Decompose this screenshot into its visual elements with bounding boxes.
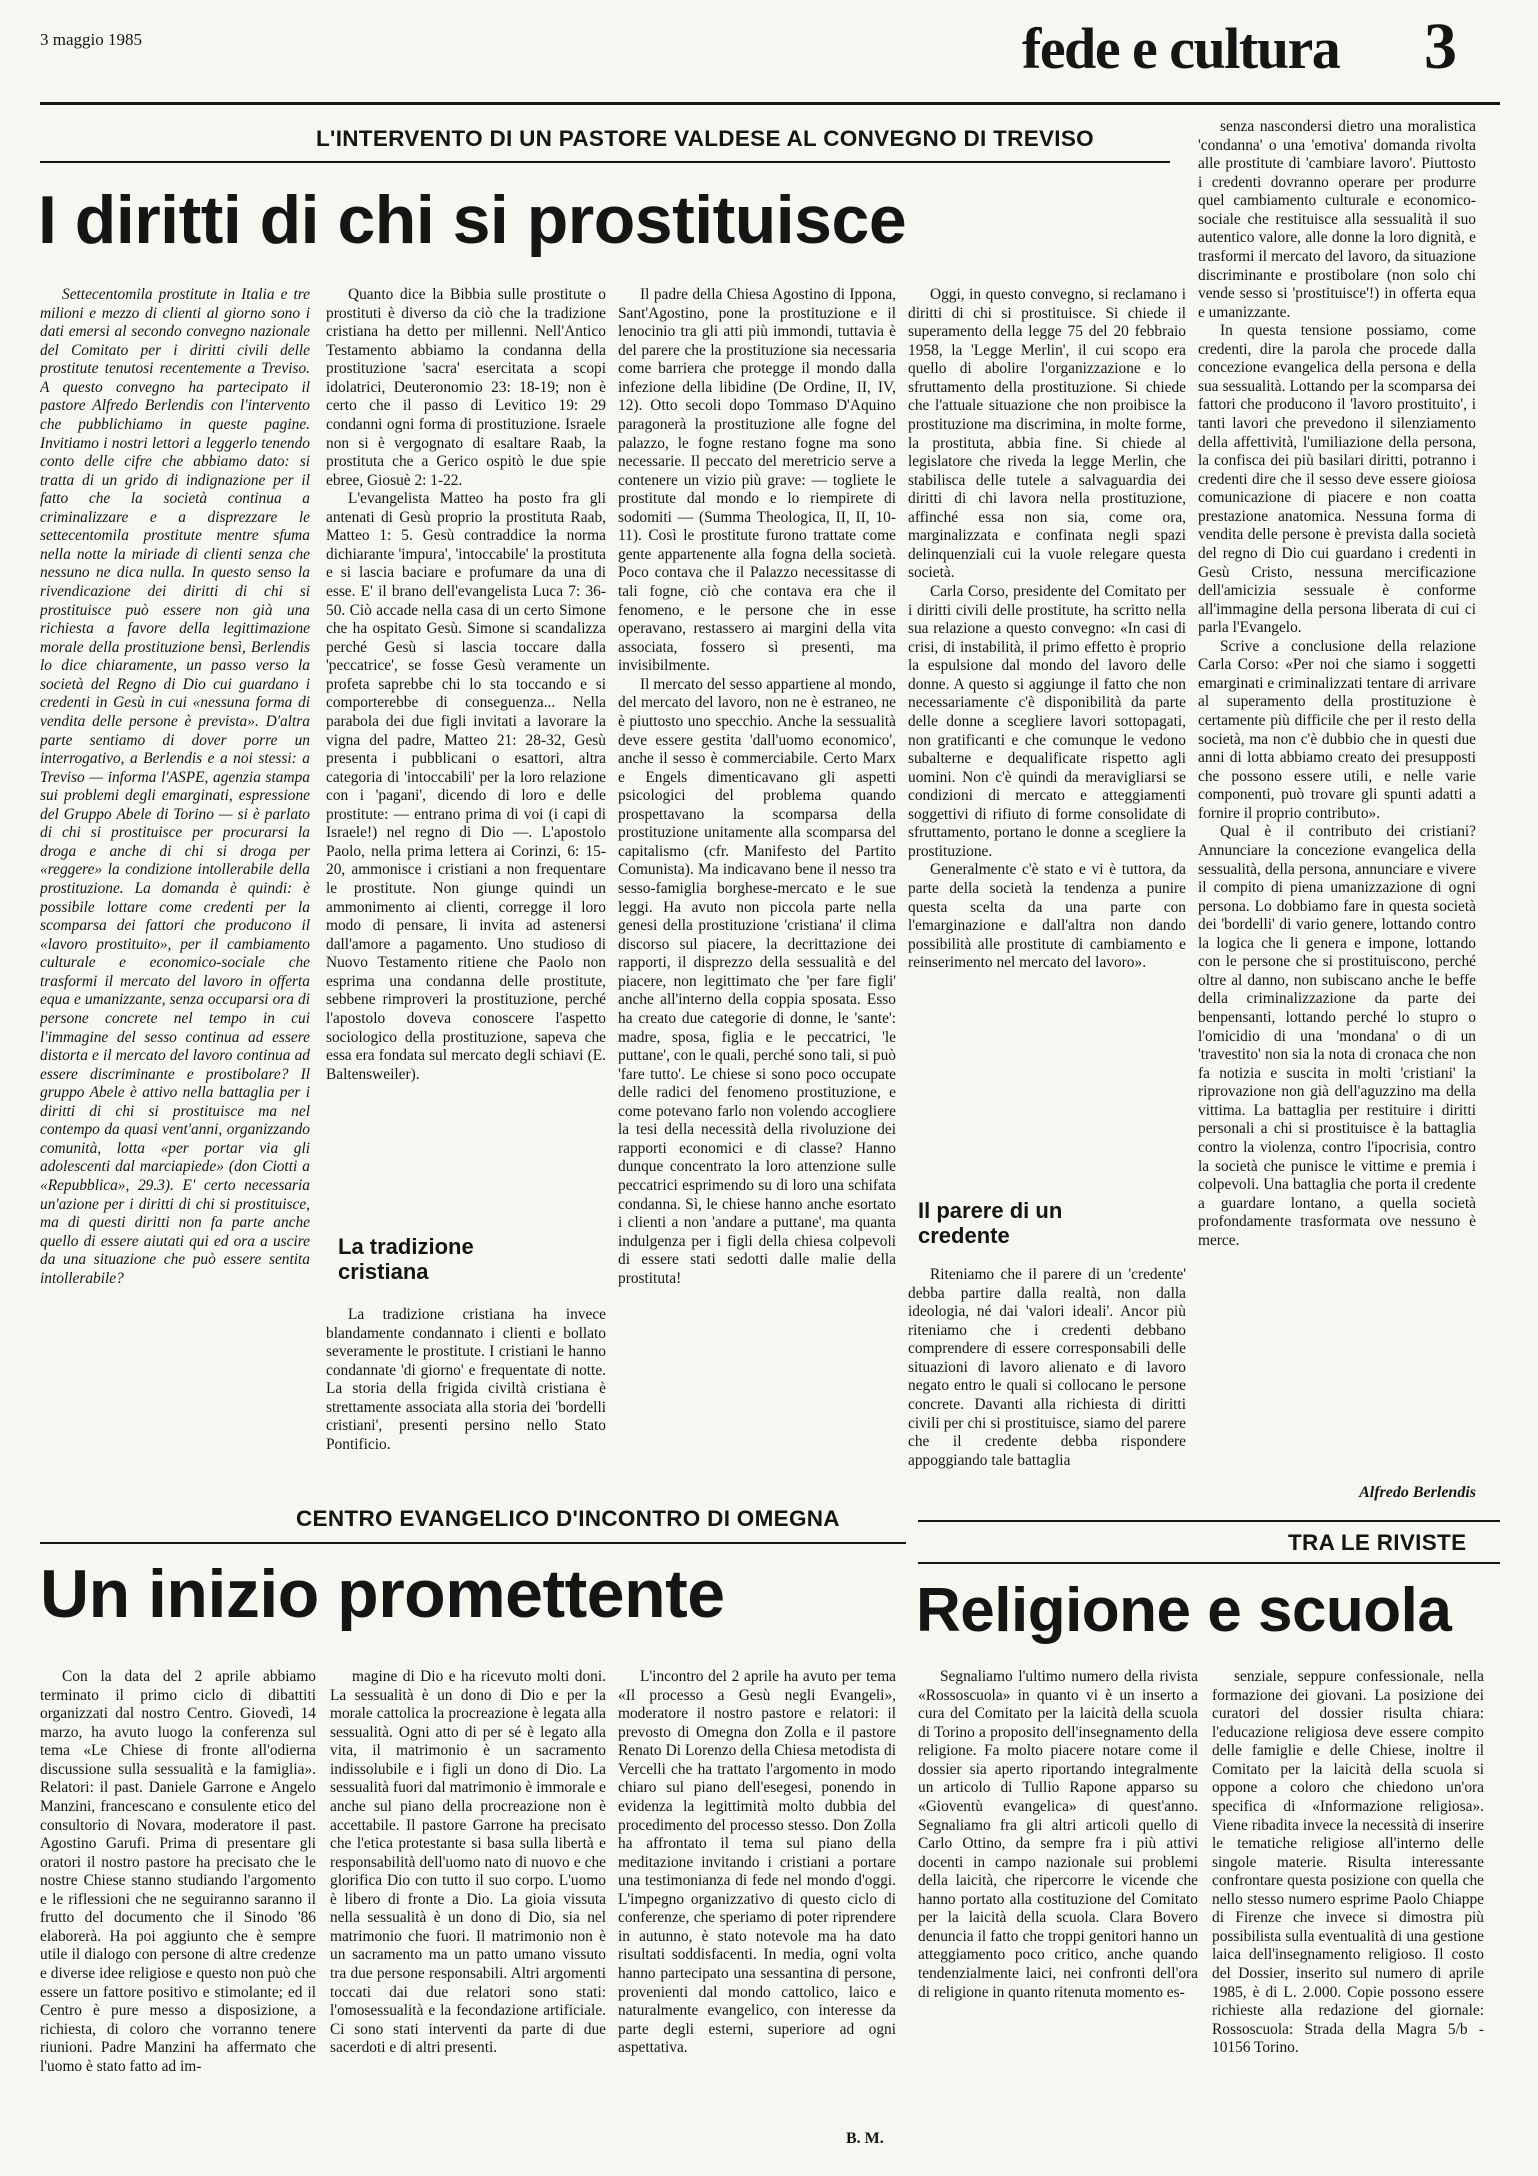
article1-kicker-rule (40, 161, 1170, 163)
article1-signature: Alfredo Berlendis (1359, 1484, 1476, 1501)
page-number: 3 (1424, 10, 1457, 83)
article1-column-2 (326, 286, 606, 1214)
body-paragraph: Il padre della Chiesa Agostino di Ippona, Sant'Agostino, pone la prostituzione e il lenocinio tra gli atti più immondi, tuttavia è del parere che la prostituzione sia necessaria come barriera che protegge il mondo dalla infezione della libidine (De Ordine, II, IV, 12). Otto secoli dopo Tommaso D'Aquino paragonerà la prostituzione alle fogne del palazzo, le fogne restano fogne ma sono necessarie. Il peccato del meretricio serve a contenere un vizio più grave: — togliete le prostitute dal mondo e lo riempirete di sodomiti — (Summa Theologica, II, II, 10-11). Così le prostitute furono trattate come gente appartenente alla fogna della società. Poco contava che il Palazzo necessitasse di tali fogne, ciò che contava era che il fenomeno, e le persone che in esse operavano, restassero ai margini della vita associata, fossero sì presenti, ma invisibilmente. (618, 286, 896, 675)
section-title: fede e cultura (1022, 16, 1340, 81)
article1-kicker: L'INTERVENTO DI UN PASTORE VALDESE AL CONVEGNO DI TREVISO (316, 126, 1094, 151)
body-paragraph: In questa tensione possiamo, come credenti, dire la parola che procede dalla concezione evangelica della persona e della sua sessualità. Lottando per la scomparsa dei fattori che producono il 'lavoro prostituito', i tanti lavori che prevedono il silenziamento della affettività, l'umiliazione della persona, la confisca dei più basilari diritti, potranno i credenti dire che il sesso deve essere gioiosa comunicazione di piacere e non coatta prestazione anatomica. Nessuna forma di vendita delle persone è prevista dalla società del regno di Dio cui guardano i credenti in Gesù Cristo, nessuna mercificazione dell'amicizia sessuale è conforme all'immagine della persona liberata di cui ci parla l'Evangelo. (1198, 322, 1476, 637)
body-paragraph: Riteniamo che il parere di un 'credente' debba partire dalla realtà, non dalla ideologia, né dai 'valori ideali'. Ancor più riteniamo che i credenti debbano comprendere di essere corresponsabili delle situazioni di lavoro alienato e di lavoro negato entro le quali si collocano le persone concrete. Davanti alla richiesta di diritti civili per chi si prostituisce, siamo del parere che il credente debba rispondere appoggiando tale battaglia (908, 1266, 1186, 1469)
body-paragraph: La tradizione cristiana ha invece blandamente condannato i clienti e bollato severamente le prostitute. I cristiani le hanno condannate 'di giorno' e frequentate di notte. La storia della frigida civiltà cristiana è strettamente associata alla storia dei 'bordelli cristiani', presenti persino nello Stato Pontificio. (326, 1306, 606, 1453)
body-paragraph: magine di Dio e ha ricevuto molti doni. La sessualità è un dono di Dio e per la morale cattolica la procreazione è legata alla sessualità. Ogni atto di per sé è legato alla vita, il matrimonio è un sacramento indissolubile e i figli un dono di Dio. La sessualità fuori dal matrimonio è immorale e anche sul piano della procreazione non è accettabile. Il pastore Garrone ha precisato che l'etica protestante si basa sulla libertà e responsabilità dell'uomo nato di nuovo e che glorifica Dio con tutto il suo corpo. L'uomo è libero di fronte a Dio. La gioia vissuta nella sessualità è un dono di Dio, sia nel matrimonio che fuori. Il matrimonio non è un sacramento ma un patto umano vissuto tra due persone responsabili. Altri argomenti toccati dai due relatori sono stati: l'omosessualità e la fecondazione artificiale. Ci sono stati interventi da parte di due sacerdoti e di altri presenti. (330, 1668, 606, 2057)
body-paragraph: Il mercato del sesso appartiene al mondo, del mercato del lavoro, non ne è estraneo, ne è piuttosto uno specchio. Anche la sessualità deve essere gestita 'dall'uomo economico', anche il sesso è commerciabile. Certo Marx e Engels dimenticavano gli aspetti psicologici del problema quando prospettavano la scomparsa della prostituzione unitamente alla scomparsa del capitalismo (cfr. Manifesto del Partito Comunista). Ma indicavano bene il nesso tra sesso-famiglia borghese-mercato e le sue leggi. Ha avuto non piccola parte nella genesi della prostituzione 'cristiana' il clima discorso sul piacere, la decrittazione dei rapporti, il disprezzo della sessualità e del piacere, non legittimato che 'per fare figli' anche all'interno della coppia sposata. Esso ha creato due categorie di donne, le 'sante': madre, sposa, figlia e le peccatrici, 'le puttane', con le quali, perché sono tali, si può 'fare tutto'. Le chiese si sono poco occupate delle radici del fenomeno prostituzione, e come potevano farlo non volendo accogliere la tesi della necessità della rivoluzione dei rapporti economici e di classe? Hanno dunque concentrato la loro attenzione sulle peccatrici esprimendo su di loro una schifata condanna. Sì, le chiese hanno anche esortato i clienti a non 'andare a puttane', ma quanta indulgenza per i figli della chiesa colpevoli di essere stati sedotti dalle malie della prostituta! (618, 675, 896, 1287)
article1-column-4 (908, 286, 1186, 1186)
article1-intro (40, 286, 310, 1666)
article3-column-2 (1212, 1668, 1484, 2154)
body-paragraph: Quanto dice la Bibbia sulle prostitute o prostituti è diverso da ciò che la tradizione cristiana ha detto per millenni. Nell'Antico Testamento abbiamo la condanna della prostituzione 'sacra' esercitata a scopi idolatrici, Deuteronomio 23: 18-19; non è certo che il passo di Levitico 19: 29 condanni ogni forma di prostituzione. Israele non si è vergognato di esaltare Raab, la prostituta che a Gerico ospitò le due spie ebree, Giosuè 2: 1-22. (326, 286, 606, 489)
body-paragraph: L'evangelista Matteo ha posto fra gli antenati di Gesù proprio la prostituta Raab, Matteo 1: 5. Gesù contraddice la norma dichiarante 'impura', 'intoccabile' la prostituta e si lascia baciare e profumare da una di esse. E' il brano dell'evangelista Luca 7: 36-50. Ciò accade nella casa di un certo Simone che ha ospitato Gesù. Simone si scandalizza perché Gesù si lascia toccare dalla 'peccatrice', se fosse Gesù veramente un profeta saprebbe chi lo sta toccando e si comporterebbe di conseguenza... Nella parabola dei due figli invitati a lavorare la vigna del padre, Matteo 21: 28-32, Gesù presenta i pubblicani o esattori, altra categoria di 'intoccabili' per la loro relazione con i 'pagani', dicendo di loro e delle prostitute: — entrano prima di voi (i capi di Israele!) nel regno di Dio —. L'apostolo Paolo, nella prima lettera ai Corinzi, 6: 15-20, ammonisce i cristiani a non frequentare le prostitute. Non giunge quindi un ammonimento ai clienti, corregge il loro modo di pensare, li invita ad astenersi dall'amore a pagamento. Uno studioso di Nuovo Testamento ritiene che Paolo non esprima una condanna delle prostitute, sebbene rimproveri la prostituzione, perché l'apostolo doveva conoscere l'aspetto sociologico della prostituzione, sapeva che essa era fondata sul mercato degli schiavi (E. Baltensweiler). (326, 490, 606, 1083)
article3-kicker-rule (918, 1562, 1500, 1564)
body-paragraph: Scrive a conclusione della relazione Carla Corso: «Per noi che siamo i soggetti emarginati e criminalizzati tentare di arrivare al superamento della prostituzione è certamente più difficile che per il resto della società, ma non c'è dubbio che in questi due anni di lotta abbiamo creato dei presupposti che possono essere utili, e nelle varie componenti, può trovare gli spunti adatti a fornire il proprio contributo». (1198, 637, 1476, 822)
body-paragraph: Segnaliamo l'ultimo numero della rivista «Rossoscuola» in quanto vi è un inserto a cura del Comitato per la laicità della scuola di Torino a proposito dell'insegnamento della religione. Fa molto piacere notare come il dossier sia aperto riportando integralmente un articolo di Tullio Rapone apparso su «Gioventù evangelica» di quest'anno. Segnaliamo fra gli altri articoli quello di Carlo Ottino, da sempre fra i più attivi docenti in campo nazionale sui problemi della laicità, che ripercorre le vicende che hanno portato alla costituzione del Comitato per la laicità della scuola. Clara Bovero denuncia il fatto che troppi genitori hanno un atteggiamento poco critico, anche quando tendenzialmente laici, nei confronti dell'ora di religione in quanto ritenuta momento es- (918, 1668, 1198, 2001)
article1-column-5 (1198, 118, 1476, 1480)
intro-paragraph: Settecentomila prostitute in Italia e tre milioni e mezzo di clienti al giorno sono i dati emersi al secondo convegno nazionale del Comitato per i diritti civili delle prostitute tenutosi recentemente a Treviso. A questo convegno ha partecipato il pastore Alfredo Berlendis con l'intervento che pubblichiamo in queste pagine. Invitiamo i nostri lettori a leggerlo tenendo conto delle cifre che abbiamo dato: si tratta di un grido di indignazione per il fatto che la società continua a criminalizzare e a disprezzare le settecentomila prostitute mentre sfuma nella notte la miriade di clienti senza che nessuno ne dica nulla. In questo senso la rivendicazione dei diritti di chi si prostituisce può essere non già una richiesta a favore della legittimazione morale della prostituzione bensì, Berlendis lo dice chiaramente, un passo verso la società del Regno di Dio cui guardano i credenti in Gesù in cui «nessuna forma di vendita delle persone è prevista». D'altra parte sentiamo di dover porre un interrogativo, a Berlendis e a noi stessi: a Treviso — informa l'ASPE, agenzia stampa sui problemi degli emarginati, espressione del Gruppo Abele di Torino — si è parlato di chi si prostituisce per procurarsi la droga e anche di chi si droga per «reggere» la condizione intollerabile della prostituzione. La domanda è quindi: è possibile lottare come credenti per la scomparsa dei fattori che producono il «lavoro prostituito», per il cambiamento culturale e economico-sociale che trasformi il mercato del lavoro in offerta equa e umanizzante, senza occuparsi ora di persone concrete nel tempo in cui l'immagine del sesso continua ad essere distorta e il mercato del lavoro continua ad essere discriminante e prostibolare? Il gruppo Abele è attivo nella battaglia per i diritti di chi si prostituisce ma nel contempo da quasi vent'anni, organizzando comunità, lotta «per portar via gli adolescenti dal marciapiede» (don Ciotti a «Repubblica», 29.3). E' certo necessaria un'azione per i diritti di chi si prostituisce, ma di questi diritti non fa parte anche quello di essere aiutati qui ed ora a uscire da una situazione che può essere sentita intollerabile? (40, 286, 310, 1287)
article3-column-1 (918, 1668, 1198, 2154)
article2-column-1 (40, 1668, 316, 2154)
body-paragraph: L'incontro del 2 aprile ha avuto per tema «Il processo a Gesù negli Evangeli», moderatore il nostro pastore e relatori: il prevosto di Omegna don Zolla e il pastore Renato Di Lorenzo della Chiesa metodista di Vercelli che ha trattato l'argomento in modo chiaro sul piano dell'esegesi, ponendo in evidenza la legittimità molto dubbia del procedimento del processo stesso. Don Zolla ha affrontato il tema sul piano della meditazione invitando i cristiani a portare una testimonianza di fede nel mondo d'oggi. L'impegno organizzativo di questo ciclo di conferenze, che speriamo di poter riprendere in autunno, è stato notevole ma ha dato risultati soddisfacenti. In media, ogni volta hanno partecipato una sessantina di persone, provenienti dal mondo cattolico, laico e naturalmente evangelico, con interesse da parte degli esterni, superiore ad ogni aspettativa. (618, 1668, 896, 2057)
article1-column-3 (618, 286, 896, 1666)
body-paragraph: Qual è il contributo dei cristiani? Annunciare la concezione evangelica della sessualità, della persona, annunciare e vivere il compito di piena umanizzazione di ogni persona. Lo dobbiamo fare in questa società dei 'bordelli' di vario genere, lottando contro la logica che li genera e impone, lottando con le persone che si prostituiscono, perché oltre al danno, non subiscano anche le beffe della criminalizzazione da parte dei benpensanti, lottando perché lo stupro o l'omicidio di una 'mondana' o di un 'travestito' non sia la nota di cronaca che non fa notizia e suscita in molti 'cristiani' la riprovazione non già dell'aguzzino ma della vittima. La battaglia per restituire i diritti personali a chi si prostituisce è la battaglia contro la violenza, contro l'ipocrisia, contro la società che punisce le vittime e premia i colpevoli. Una battaglia che porta il credente a guardare lontano, a quella società profondamente trasformata ove nessuno è merce. (1198, 823, 1476, 1249)
body-paragraph: Generalmente c'è stato e vi è tuttora, da parte della società la tendenza a punire questa scelta da una parte con l'emarginazione e dall'altra non dando possibilità alle prostitute di cambiamento e reinserimento nel mercato del lavoro». (908, 861, 1186, 972)
body-paragraph: Con la data del 2 aprile abbiamo terminato il primo ciclo di dibattiti organizzati dal nostro Centro. Giovedì, 14 marzo, ha avuto luogo la conferenza sul tema «Le Chiese di fronte all'odierna discussione sulla sessualità e la famiglia». Relatori: il past. Daniele Garrone e Angelo Manzini, francescano e consulente etico del consultorio di Novara, moderatore il past. Agostino Garufi. Prima di presentare gli oratori il nostro pastore ha precisato che le nostre Chiese stanno studiando l'argomento e le riflessioni che ne seguiranno saranno il frutto del documento che il Sinodo '86 elaborerà. Ha poi aggiunto che è sempre utile il dialogo con persone di altre credenze e diverse idee religiose e questo non può che essere un fattore positivo e stimolante; ed il Centro è pure messo a disposizione, a richiesta, di coloro che vorranno tenere riunioni. Padre Manzini ha affermato che l'uomo è stato fatto ad im- (40, 1668, 316, 2075)
body-paragraph: Carla Corso, presidente del Comitato per i diritti civili delle prostitute, ha scritto nella sua relazione a questo convegno: «In casi di crisi, di instabilità, il primo effetto è proprio la espulsione dal mondo del lavoro delle donne. A questo si aggiunge il fatto che non necessariamente c'è disponibilità da parte delle donne a scegliere lavori sottopagati, non gratificanti e che comunque le vedono subalterne e dequalificate rispetto agli uomini. Non c'è quindi da meravigliarsi se condizioni di mercato e atteggiamenti soggettivi di rifiuto di forme consolidate di sfruttamento, portano le donne a scegliere la prostituzione. (908, 583, 1186, 860)
article2-kicker-rule (40, 1542, 906, 1544)
article2-column-3 (618, 1668, 896, 2128)
article3-kicker: TRA LE RIVISTE (1288, 1530, 1467, 1555)
body-paragraph: Oggi, in questo convegno, si reclamano i diritti di chi si prostituisce. Si chiede il superamento della legge 75 del 20 febbraio 1958, la 'Legge Merlin', il cui scopo era quello di abolire l'organizzazione e lo sfruttamento della prostituzione. Si chiede che l'attuale situazione che non proibisce la prostituzione ma discrimina, in molte forme, la prostituta, abbia fine. Si chiede al legislatore che riveda la legge Merlin, che stabilisca delle tutele a salvaguardia dei diritti di chi lavora nella prostituzione, affinché essa non sia, come ora, marginalizzata e confinata negli spazi delinquenziali cui la vuole relegare questa società. (908, 286, 1186, 582)
article2-column-2 (330, 1668, 606, 2154)
subhead-parere: Il parere di un credente (918, 1198, 1063, 1249)
article2-headline: Un inizio promettente (40, 1556, 725, 1632)
body-paragraph: senziale, seppure confessionale, nella formazione dei giovani. La posizione dei curatori del dossier risulta chiara: l'educazione religiosa deve essere compito delle famiglie e delle Chiese, inoltre il Comitato per la laicità della scuola si oppone a coloro che chiedono un'ora specifica di «Informazione religiosa». Viene ribadita invece la necessità di inserire le tematiche religiose all'interno delle singole materie. Risulta interessante confrontare questa posizione con quella che nello stesso numero esprime Paolo Chiappe di Firenze che invece si dimostra più possibilista sulla eventualità di una gestione laica dell'insegnamento religioso. Il costo del Dossier, inserito sul numero di aprile 1985, è di L. 2.000. Copie possono essere richieste alla redazione del giornale: Rossoscuola: Strada della Magra 5/b - 10156 Torino. (1212, 1668, 1484, 2057)
article2-signature: B. M. (846, 2130, 884, 2147)
article1-headline: I diritti di chi si prostituisce (38, 182, 907, 258)
body-paragraph: senza nascondersi dietro una moralistica 'condanna' o una 'emotiva' domanda rivolta alle prostitute di 'cambiare lavoro'. Piuttosto i credenti dovranno operare per produrre quel cambiamento culturale e economico-sociale che restituisce alla sessualità il suo autentico valore, alle donne la loro dignità, e trasformi il mercato del lavoro, da situazione discriminante e prostibolare (non solo chi vende sesso si 'prostituisce'!) in offerta equa e umanizzante. (1198, 118, 1476, 321)
header-rule (40, 102, 1500, 105)
article1-bottom-rule-right (918, 1520, 1500, 1522)
article3-headline: Religione e scuola (916, 1576, 1452, 1645)
subhead-tradizione: La tradizione cristiana (338, 1234, 474, 1285)
issue-date: 3 maggio 1985 (40, 30, 142, 49)
article2-kicker: CENTRO EVANGELICO D'INCONTRO DI OMEGNA (296, 1506, 840, 1531)
